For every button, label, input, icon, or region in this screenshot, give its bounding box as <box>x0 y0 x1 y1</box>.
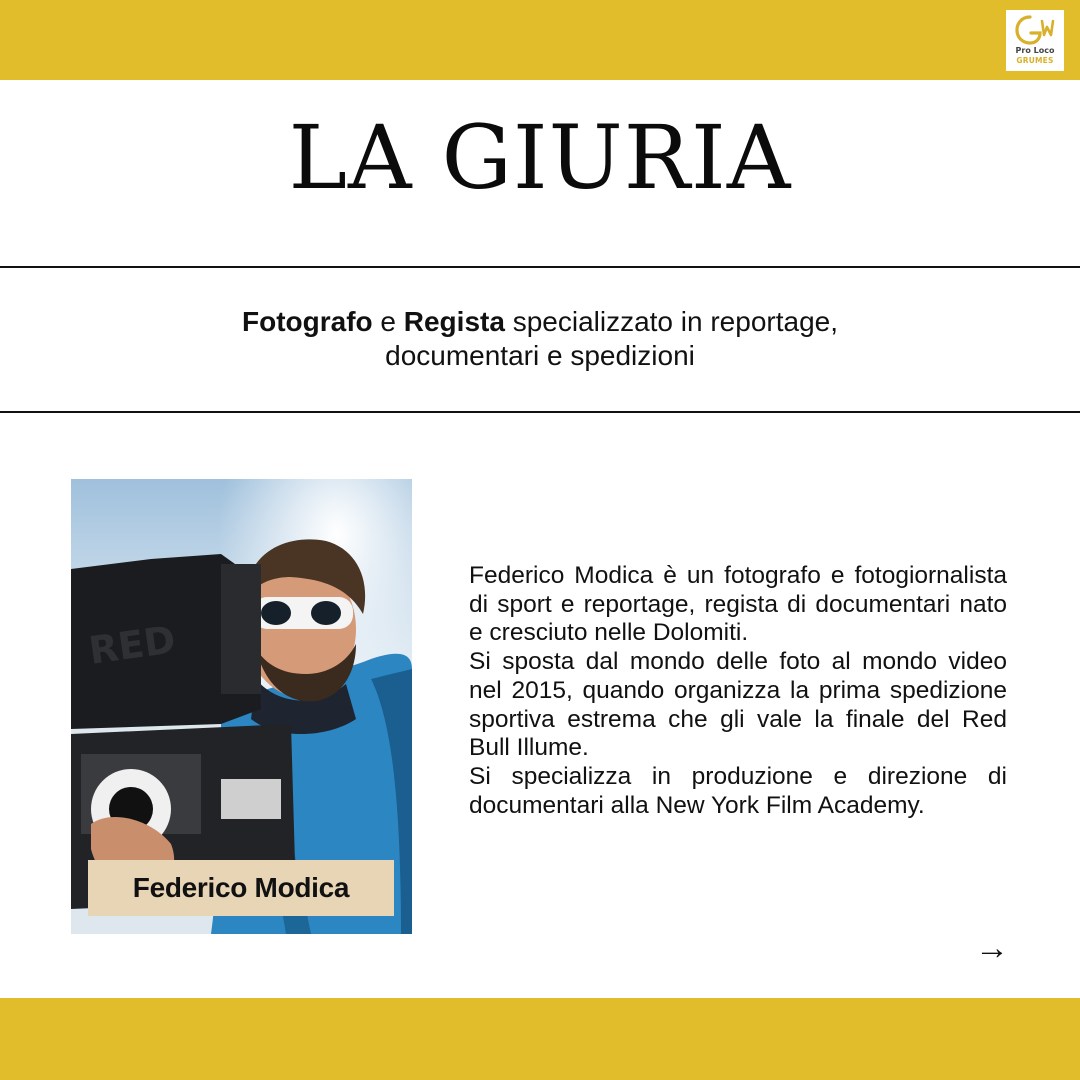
bottom-band <box>0 998 1080 1080</box>
juror-role-subtitle <box>140 305 940 373</box>
logo-line1: Pro Loco <box>1015 46 1055 55</box>
arrow-right-icon[interactable]: → <box>975 929 1009 967</box>
role-director: Regista <box>403 306 505 337</box>
divider-top <box>0 266 1080 268</box>
top-band <box>0 0 1080 80</box>
bio-paragraph: Si specializza in produzione e direzione di documentari alla New York Film Academy. <box>469 762 1007 819</box>
pro-loco-grumes-logo <box>1006 10 1064 71</box>
bio-paragraph: Federico Modica è un fotografo e fotogiornalista di sport e reportage, regista di documentari nato e cresciuto nelle Dolomiti. <box>469 562 1007 647</box>
logo-icon <box>1014 13 1056 47</box>
svg-text:RED: RED <box>86 617 179 673</box>
role-connector: e <box>372 306 404 337</box>
role-photographer: Fotografo <box>241 306 373 337</box>
logo-line2: GRUMES <box>1016 56 1054 65</box>
juror-bio <box>469 562 1007 820</box>
divider-bottom <box>0 411 1080 413</box>
role-line2: documentari e spedizioni <box>385 340 695 371</box>
bio-paragraph: Si sposta dal mondo delle foto al mondo video nel 2015, quando organizza la prima spedizione sportiva estrema che gli vale la finale del Red Bull Illume. <box>469 648 1007 762</box>
page-title: LA GIURIA <box>288 106 792 209</box>
juror-name-plate: Federico Modica <box>88 860 394 916</box>
role-rest: specializzato in reportage, <box>504 306 838 337</box>
